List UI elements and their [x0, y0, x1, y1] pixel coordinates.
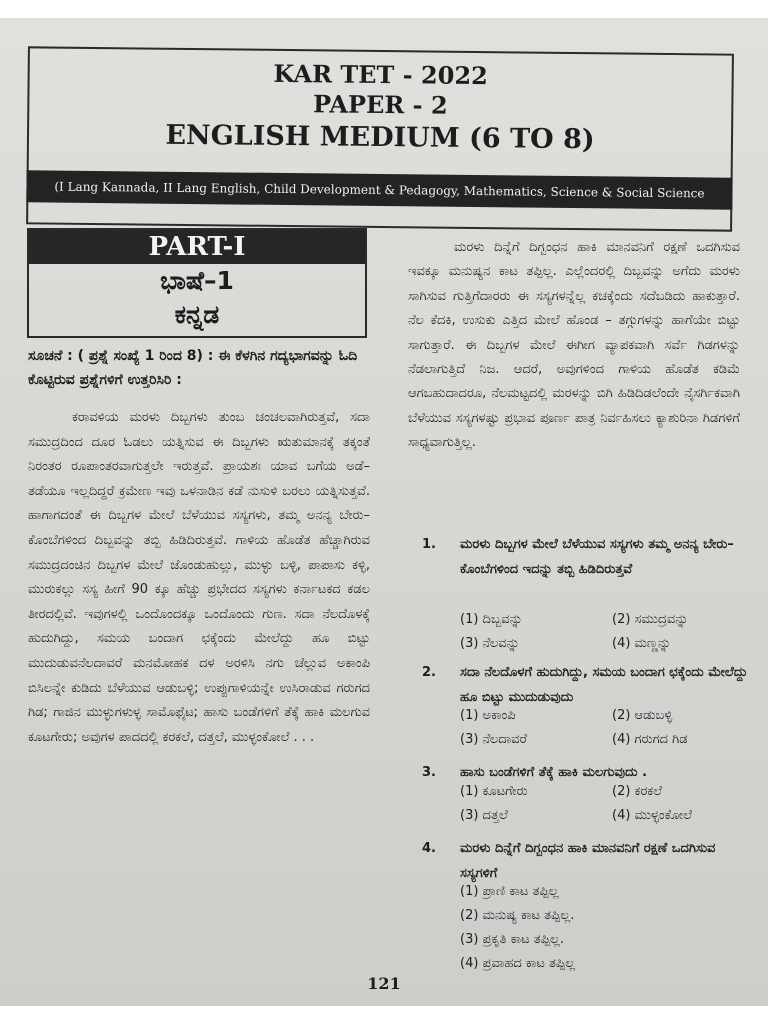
option: (1) ಪ್ರಾಣಿ ಕಾಟ ತಪ್ಪಿಲ್ಲ [460, 884, 559, 899]
question-number: 1. [422, 537, 436, 552]
option: (1) ಕೂಟಗೇರು [460, 784, 528, 799]
question-number: 4. [422, 841, 436, 856]
kannada-heading: ಕನ್ನಡ [174, 300, 220, 329]
option: (4) ಗರುಗದ ಗಿಡ [612, 732, 688, 747]
option: (1) ಅಕಾಂಪಿ [460, 708, 516, 723]
option: (4) ಮಣ್ಣನ್ನು [612, 636, 672, 651]
option: (2) ಮನುಷ್ಯ ಕಾಟ ತಪ್ಪಿಲ್ಲ. [460, 908, 575, 923]
option: (3) ನೆಲದಾವರೆ [460, 732, 528, 747]
question-text: ಮರಳು ದಿಬ್ಬಗಳ ಮೇಲೆ ಬೆಳೆಯುವ ಸಸ್ಯಗಳು ತಮ್ಮ ಅನನ್ಯ ಬೇರು–ಕೊಂಬೆಗಳಿಂದ ಇದನ್ನು ತಬ್ಬಿ ಹಿಡಿದಿರುತ್ತವೆ [460, 537, 734, 577]
question-2 [422, 660, 752, 710]
medium-title: ENGLISH MEDIUM (6 TO 8) [165, 119, 595, 156]
option: (2) ಕರಕಲೆ [612, 784, 663, 799]
question-text: ಮರಳು ದಿನ್ನೆಗೆ ದಿಗ್ಬಂಧನ ಹಾಕಿ ಮಾನವನಿಗೆ ರಕ್ಷಣೆ ಒದಗಿಸುವ ಸಸ್ಯಗಳಿಗೆ [460, 841, 716, 881]
language-heading: ಭಾಷೆ–1 [160, 266, 234, 295]
question-number: 2. [422, 665, 436, 680]
option: (3) ನೆಲವನ್ನು [460, 636, 520, 651]
option: (3) ಪ್ರಕೃತಿ ಕಾಟ ತಪ್ಪಿಲ್ಲ. [460, 932, 565, 947]
option: (4) ಪ್ರವಾಹದ ಕಾಟ ತಪ್ಪಿಲ್ಲ [460, 956, 576, 971]
question-1 [422, 532, 752, 582]
exam-title-banner [26, 46, 734, 231]
part-title: PART-I [29, 230, 365, 264]
option: (1) ದಿಬ್ಬವನ್ನು [460, 612, 523, 627]
question-text: ಸದಾ ನೆಲದೊಳಗೆ ಹುದುಗಿದ್ದು, ಸಮಯ ಬಂದಾಗ ಛಕ್ಕೆಂದು ಮೇಲೆದ್ದು ಹೂ ಬಿಟ್ಟು ಮುದುಡುವುದು [460, 665, 748, 705]
page-number: 121 [367, 974, 401, 993]
option: (2) ಸಮುದ್ರವನ್ನು [612, 612, 689, 627]
option: (3) ದತ್ತಲೆ [460, 808, 508, 823]
question-4 [422, 836, 752, 886]
question-number: 3. [422, 765, 436, 780]
instruction-text: ಸೂಚನೆ : ( ಪ್ರಶ್ನೆ ಸಂಖ್ಯೆ 1 ರಿಂದ 8) : ಈ ಕೆಳಗಿನ ಗದ್ಯಭಾಗವನ್ನು ಓದಿ ಕೊಟ್ಟಿರುವ ಪ್ರಶ್ನೆಗಳಿಗೆ ಉತ್ತರಿಸಿರಿ : [28, 348, 358, 388]
passage-right-column: ಮರಳು ದಿನ್ನೆಗೆ ದಿಗ್ಬಂಧನ ಹಾಕಿ ಮಾನವನಿಗೆ ರಕ್ಷಣೆ ಒದಗಿಸುವ ಇವಕ್ಕೂ ಮನುಷ್ಯನ ಕಾಟ ತಪ್ಪಿಲ್ಲ. ಎಲ್ಲೆಂದರಲ್ಲಿ ದಿಬ್ಬವನ್ನು ಅಗೆದು ಮರಳು ಸಾಗಿಸುವ ಗುತ್ತಿಗೆದಾರರು ಈ ಸಸ್ಯಗಳನ್ನೆಲ್ಲ ಕಚಕ್ಕೆಂದು ಸದೆಬಡಿದು ಹಾಕುತ್ತಾರೆ. ನೆಲ ಕೆದಕಿ, ಉಸುಕು ಎತ್ತಿದ ಮೇಲೆ ಹೊಂಡ – ತಗ್ಗುಗಳನ್ನು ಹಾಗೆಯೇ ಬಿಟ್ಟು ಸಾಗುತ್ತಾರೆ. ಈ ದಿಬ್ಬಗಳ ಮೇಲೆ ಈಗೀಗ ವ್ಯಾಪಕವಾಗಿ ಸರ್ವೆ ಗಿಡಗಳನ್ನು ನೆಡಲಾಗುತ್ತಿದೆ ನಿಜ. ಆದರೆ, ಅವುಗಳಿಂದ ಗಾಳಿಯ ಹೊಡೆತ ಕಡಿಮೆ ಆಗಬಹುದಾದರೂ, ನೆಲಮಟ್ಟದಲ್ಲಿ ಮರಳನ್ನು ಬಿಗಿ ಹಿಡಿದಿಡಲೆಂದೇ ನೈಸರ್ಗಿಕವಾಗಿ ಬೆಳೆಯುವ ಸಸ್ಯಗಳಷ್ಟು ಪ್ರಭಾವ ಪೂರ್ಣ ಪಾತ್ರ ನಿರ್ವಹಿಸಲು ಕ್ಯಾಶುರಿನಾ ಗಿಡಗಳಿಗೆ ಸಾಧ್ಯವಾಗುತ್ತಿಲ್ಲ. [408, 240, 740, 451]
question-3 [422, 760, 752, 785]
question-text: ಹಾಸು ಬಂಡೆಗಳಿಗೆ ತೆಕ್ಕೆ ಹಾಕಿ ಮಲಗುವುದು . [460, 765, 648, 780]
option: (2) ಆಡುಬಳ್ಳಿ [612, 708, 673, 723]
option: (4) ಮುಳ್ಳಂಕೋಲೆ [612, 808, 693, 823]
part-heading-box [27, 228, 367, 338]
paper-number: PAPER - 2 [312, 89, 448, 120]
passage-left-column: ಕರಾವಳಿಯ ಮರಳು ದಿಬ್ಬಗಳು ತುಂಬ ಚಂಚಲವಾಗಿರುತ್ತವೆ, ಸದಾ ಸಮುದ್ರದಿಂದ ದೂರ ಓಡಲು ಯತ್ನಿಸುವ ಈ ದಿಬ್ಬಗಳು ಋತುಮಾನಕ್ಕೆ ತಕ್ಕಂತೆ ನಿರಂತರ ರೂಪಾಂತರವಾಗುತ್ತಲೇ ಇರುತ್ತವೆ. ಪ್ರಾಯಶಃ ಯಾವ ಬಗೆಯ ಅಡೆ–ತಡೆಯೂ ಇಲ್ಲದಿದ್ದರೆ ಕ್ರಮೇಣ ಇವು ಒಳನಾಡಿನ ಕಡೆ ನುಸುಳಿ ಬರಲು ಯತ್ನಿಸುತ್ತವೆ. ಹಾಗಾಗದಂತೆ ಈ ದಿಬ್ಬಗಳ ಮೇಲೆ ಬೆಳೆಯುವ ಸಸ್ಯಗಳು, ತಮ್ಮ ಅನನ್ಯ ಬೇರು–ಕೊಂಬೆಗಳಿಂದ ದಿಬ್ಬವನ್ನು ತಬ್ಬಿ ಹಿಡಿದಿರುತ್ತವೆ. ಗಾಳಿಯ ಹೊಡೆತ ಹೆಚ್ಚಾಗಿರುವ ಸಮುದ್ರದಂಚಿನ ದಿಬ್ಬಗಳ ಮೇಲೆ ಜೊಂಡುಹುಲ್ಲು, ಮುಳ್ಳು ಬಳ್ಳಿ, ಪಾಪಾಸು ಕಳ್ಳಿ, ಮುರುಕಲ್ಲು ಸಸ್ಯ ಹೀಗೆ 90 ಕ್ಕೂ ಹೆಚ್ಚು ಪ್ರಭೇದದ ಸಸ್ಯಗಳು ಕರ್ನಾಟಕದ ಕಡಲ ತೀರದಲ್ಲಿವೆ. ಇವುಗಳಲ್ಲಿ ಒಂದೊಂದಕ್ಕೂ ಒಂದೊಂದು ಗುಣ. ಸದಾ ನೆಲದೊಳಕ್ಕೆ ಹುದುಗಿದ್ದು, ಸಮಯ ಬಂದಾಗ ಛಕ್ಕೆಂದು ಮೇಲೆದ್ದು ಹೂ ಬಿಟ್ಟು ಮುದುಡುವನೆಲದಾವರೆ ಮನಮೋಹಕ ದಳ ಅರಳಿಸಿ ನಗು ಚೆಲ್ಲುವ ಅಕಾಂಪಿ ಬಿಸಿಲನ್ನೇ ಕುಡಿದು ಬೆಳೆಯುವ ಆಡುಬಳ್ಳಿ; ಉಪ್ಪುಗಾಳಿಯನ್ನೇ ಉಸಿರಾಡುವ ಗರುಗದ ಗಿಡ; ಗಾಜಿನ ಮುಳ್ಳುಗಳುಳ್ಳ ಸಾಮೊಫೈಟ; ಹಾಸು ಬಂಡೆಗಳಿಗೆ ತೆಕ್ಕೆ ಹಾಕಿ ಮಲಗುವ ಕೂಟಗೇರು; ಅವುಗಳ ಪಾದದಲ್ಲಿ ಕರಕಲೆ, ದತ್ತಲೆ, ಮುಳ್ಳಂಕೋಲೆ . . . [28, 410, 370, 745]
book-page [0, 18, 768, 1006]
exam-name: KAR TET - 2022 [273, 58, 488, 91]
subjects-strip: (I Lang Kannada, II Lang English, Child Development & Pedagogy, Mathematics, Science & Social Science [26, 170, 732, 209]
